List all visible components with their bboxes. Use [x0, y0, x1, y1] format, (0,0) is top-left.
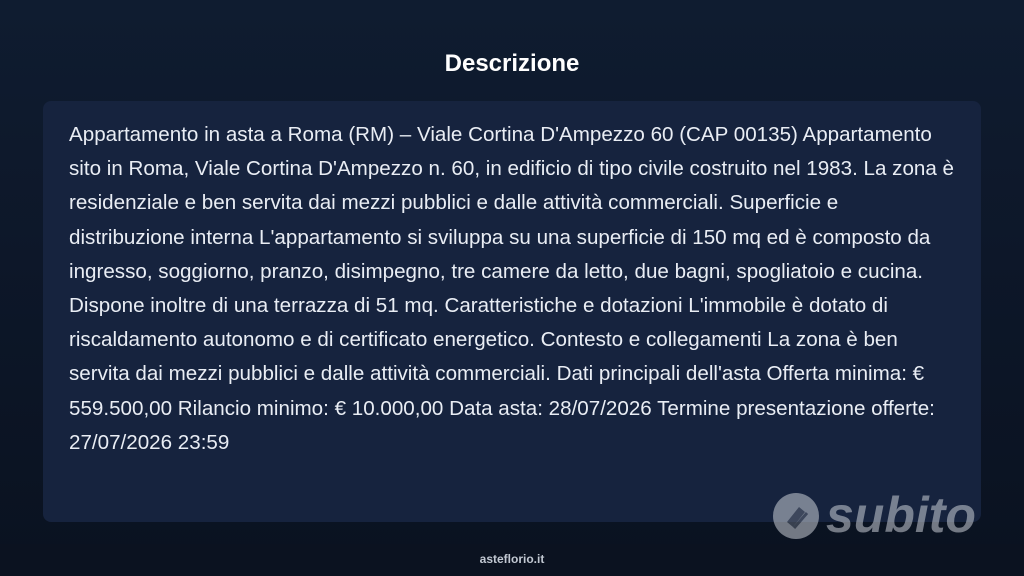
page-title: Descrizione: [444, 50, 580, 77]
footer-site[interactable]: asteflorio.it: [479, 552, 545, 566]
subito-logo-icon: [772, 492, 820, 540]
subito-logo-text: subito: [826, 487, 976, 543]
description-card: [43, 101, 981, 522]
description-text: Appartamento in asta a Roma (RM) – Viale Cortina D'Ampezzo 60 (CAP 00135) Appartamento sito in Roma, Viale Cortina D'Ampezzo n. 60, in edificio di tipo civile costruito nel 1983. La zona è residenziale e ben servita dai mezzi pubblici e dalle attività commerciali. Superficie e distribuzione interna L'appartamento si sviluppa su una superficie di 150 mq ed è composto da ingresso, soggiorno, pranzo, disimpegno, tre camere da letto, due bagni, spogliatoio e cucina. Dispone inoltre di una terrazza di 51 mq. Caratteristiche e dotazioni L'immobile è dotato di riscaldamento autonomo e di certificato energetico. Contesto e collegamenti La zona è ben servita dai mezzi pubblici e dalle attività commerciali. Dati principali dell'asta Offerta minima: € 559.500,00 Rilancio minimo: € 10.000,00 Data asta: 28/07/2026 Termine presentazione offerte: 27/07/2026 23:59: [69, 123, 954, 454]
subito-watermark: [770, 487, 980, 544]
